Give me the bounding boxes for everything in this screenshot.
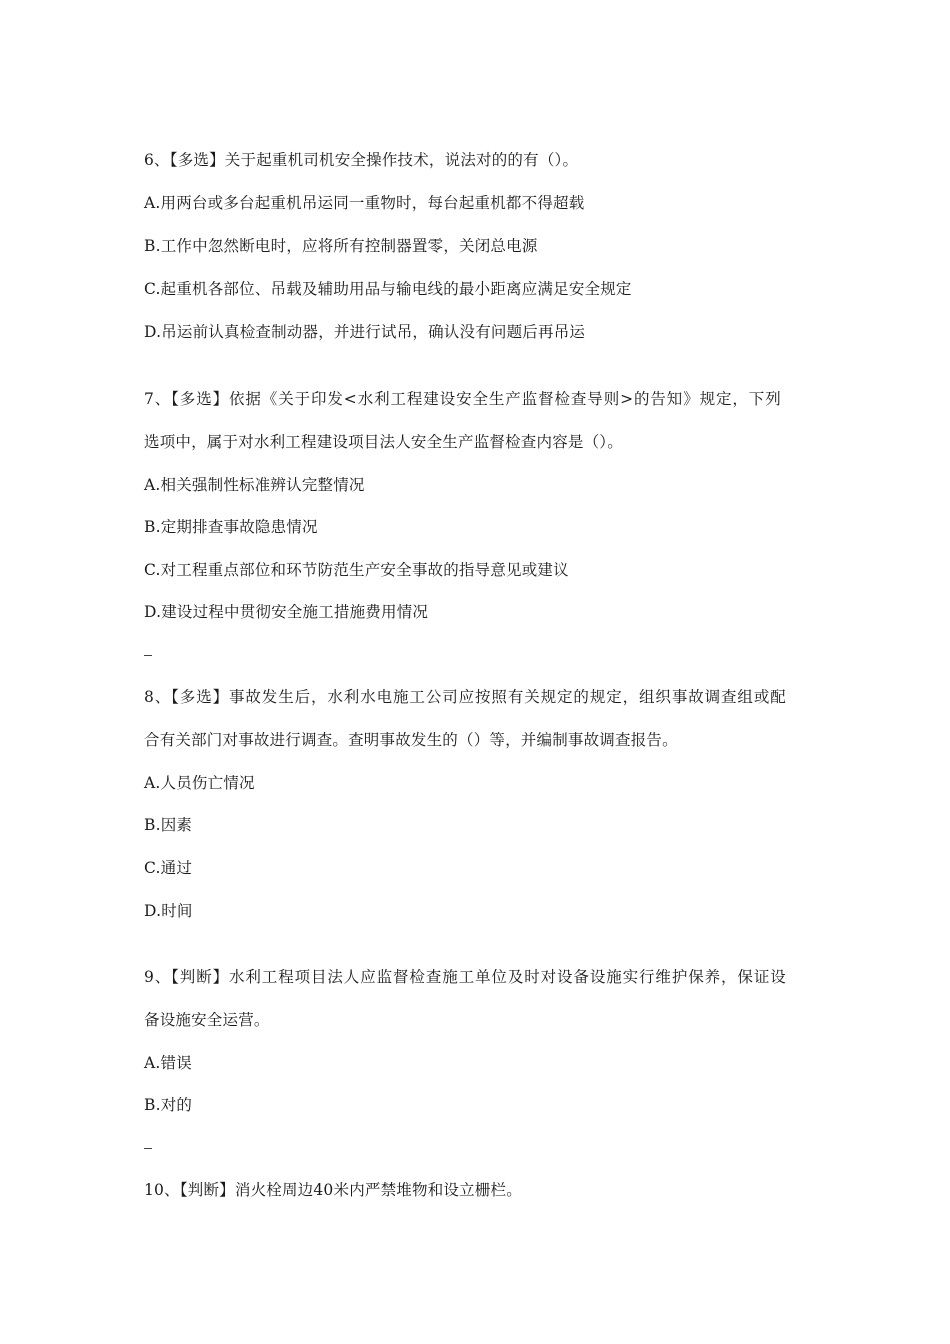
question-7-option-c: C.对工程重点部位和环节防范生产安全事故的指导意见或建议 bbox=[144, 561, 569, 579]
question-8-stem-line-1: 8、【多选】事故发生后，水利水电施工公司应按照有关规定的规定，组织事故调查组或配 bbox=[144, 688, 787, 706]
question-8-option-d: D.时间 bbox=[144, 902, 193, 920]
question-6-stem: 6、【多选】关于起重机司机安全操作技术，说法对的的有（）。 bbox=[144, 151, 579, 169]
question-10-stem: 10、【判断】消火栓周边40米内严禁堆物和设立栅栏。 bbox=[144, 1181, 522, 1199]
question-7-option-a: A.相关强制性标准辨认完整情况 bbox=[144, 476, 365, 494]
question-7-option-d: D.建设过程中贯彻安全施工措施费用情况 bbox=[144, 603, 429, 621]
question-8-option-a: A.人员伤亡情况 bbox=[144, 774, 255, 792]
question-9-option-a: A.错误 bbox=[144, 1054, 192, 1072]
question-8-option-b: B.因素 bbox=[144, 816, 193, 834]
question-6-option-d: D.吊运前认真检查制动器，并进行试吊，确认没有问题后再吊运 bbox=[144, 323, 586, 341]
question-6-option-a: A.用两台或多台起重机吊运同一重物时，每台起重机都不得超载 bbox=[144, 194, 585, 212]
question-7-stem-line-1: 7、【多选】依据《关于印发<水利工程建设安全生产监督检查导则>的告知》规定，下列 bbox=[144, 390, 782, 408]
question-6-option-b: B.工作中忽然断电时，应将所有控制器置零，关闭总电源 bbox=[144, 237, 538, 255]
question-9-option-b: B.对的 bbox=[144, 1096, 193, 1114]
question-7-stem-line-2: 选项中，属于对水利工程建设项目法人安全生产监督检查内容是（）。 bbox=[144, 433, 623, 451]
question-9-stem-line-1: 9、【判断】水利工程项目法人应监督检查施工单位及时对设备设施实行维护保养，保证设 bbox=[144, 968, 787, 986]
question-8-stem-line-2: 合有关部门对事故进行调查。查明事故发生的（）等，并编制事故调查报告。 bbox=[144, 731, 678, 749]
separator-dash bbox=[144, 655, 152, 656]
question-6-option-c: C.起重机各部位、吊载及辅助用品与输电线的最小距离应满足安全规定 bbox=[144, 280, 632, 298]
question-8-option-c: C.通过 bbox=[144, 859, 193, 877]
separator-dash bbox=[144, 1148, 152, 1149]
question-9-stem-line-2: 备设施安全运营。 bbox=[144, 1011, 270, 1029]
question-7-option-b: B.定期排查事故隐患情况 bbox=[144, 518, 318, 536]
